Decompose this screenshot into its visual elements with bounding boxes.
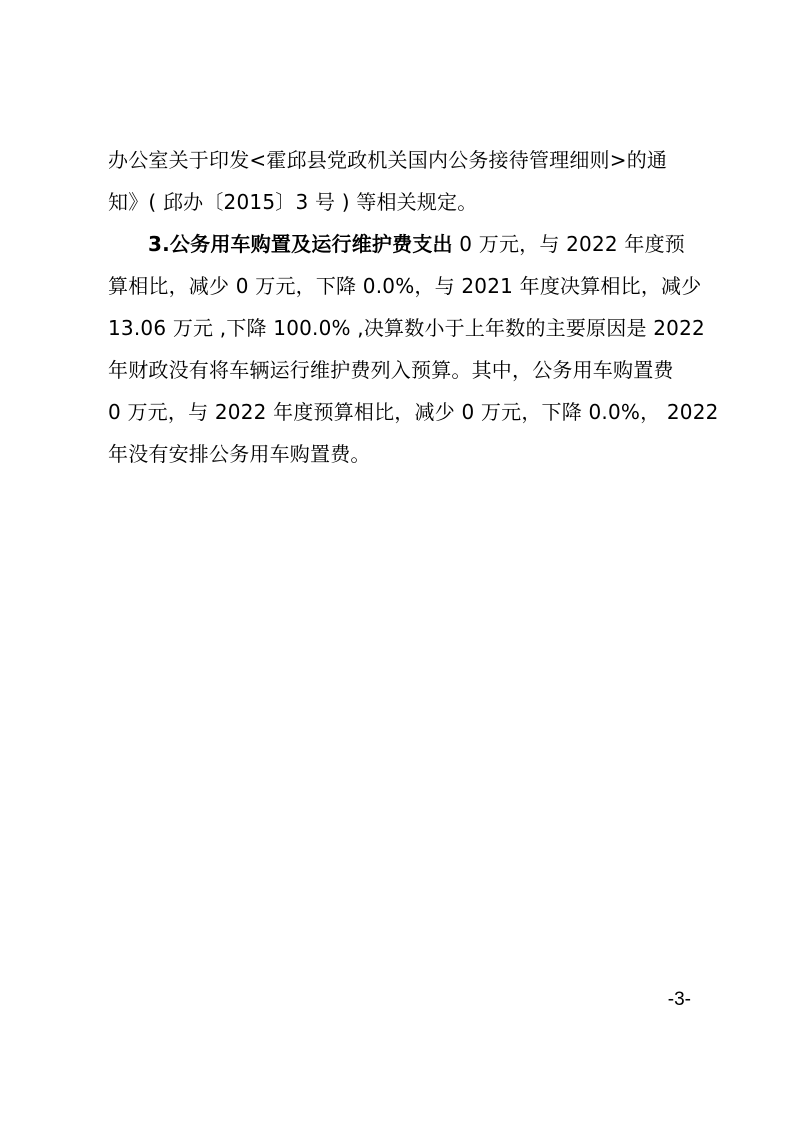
- section-3-line1-text: 0 万元，与 2022 年度预: [452, 232, 685, 256]
- section-3-first-line: [148, 230, 728, 258]
- section-3-heading: 3.公务用车购置及运行维护费支出: [148, 232, 453, 256]
- paragraph-line: 知》( 邱办〔2015〕3 号 ) 等相关规定。: [108, 190, 478, 214]
- paragraph-line: 13.06 万元 ,下降 100.0% ,决算数小于上年数的主要原因是 2022: [108, 316, 705, 340]
- paragraph-line: 算相比，减少 0 万元，下降 0.0%，与 2021 年度决算相比，减少: [108, 274, 702, 298]
- paragraph-line: 0 万元，与 2022 年度预算相比，减少 0 万元，下降 0.0%， 2022: [108, 400, 719, 424]
- paragraph-line: 年财政没有将车辆运行维护费列入预算。其中，公务用车购置费: [108, 358, 674, 382]
- page-number: -3-: [667, 989, 691, 1010]
- paragraph-line: 办公室关于印发<霍邱县党政机关国内公务接待管理细则>的通: [108, 148, 668, 172]
- paragraph-line: 年没有安排公务用车购置费。: [108, 442, 371, 466]
